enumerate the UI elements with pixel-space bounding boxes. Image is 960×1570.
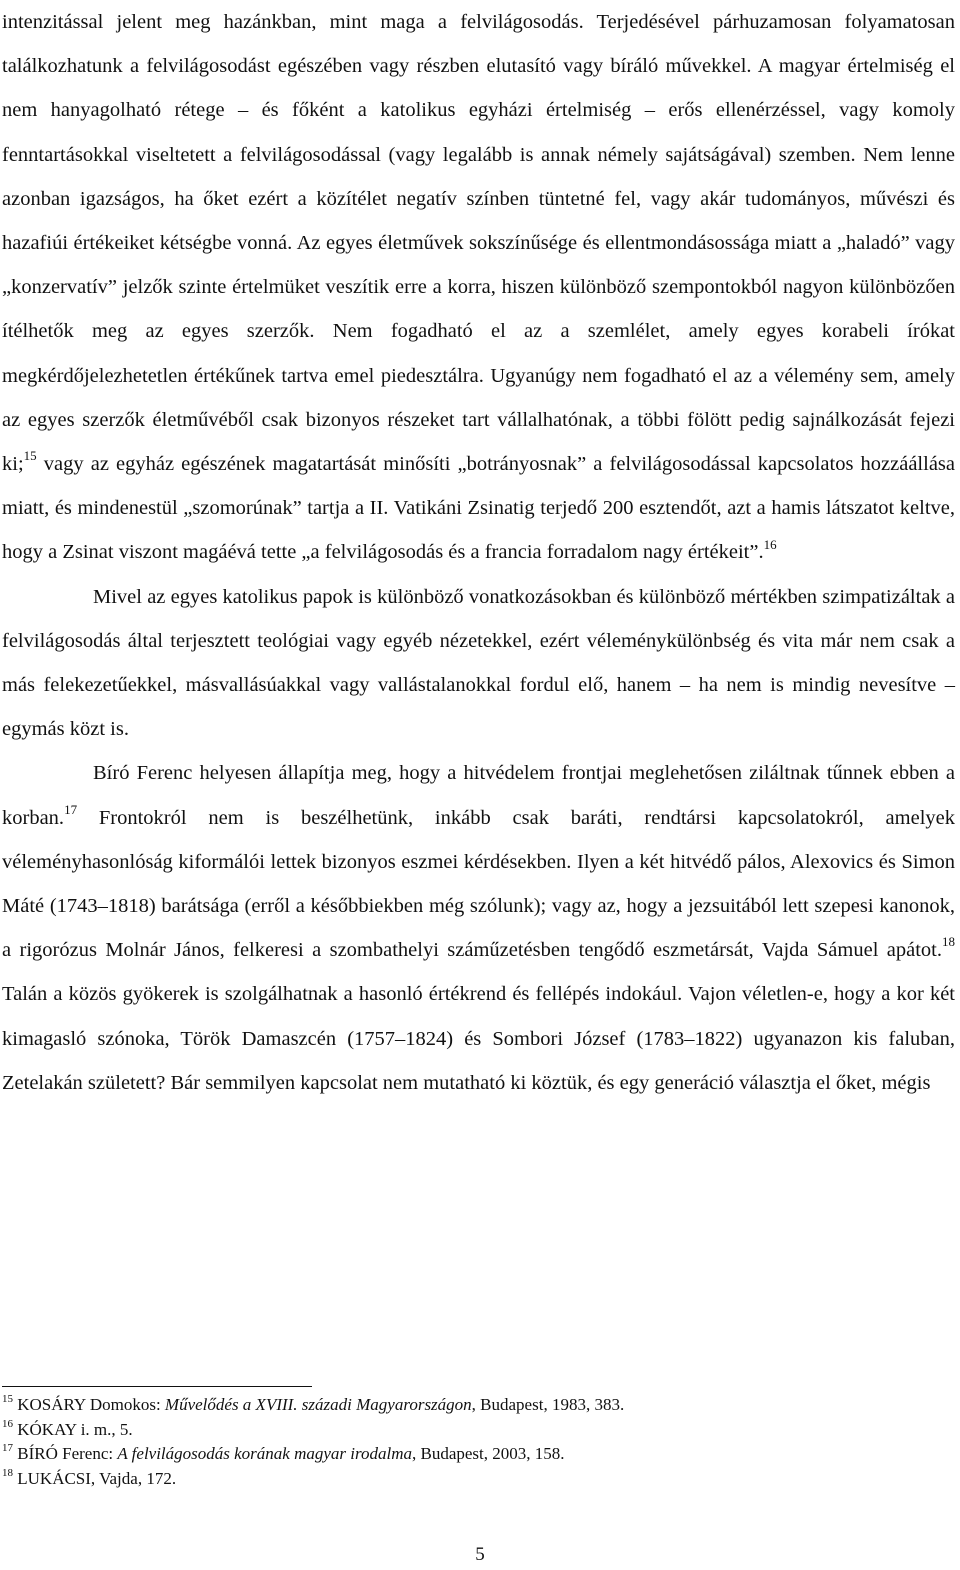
footnote-number: 15 <box>2 1393 13 1406</box>
footnote <box>2 1418 952 1443</box>
footnote-number: 18 <box>2 1466 13 1479</box>
footnote-text: , Budapest, 1983, 383. <box>471 1395 625 1414</box>
footnote <box>2 1393 952 1418</box>
footnote <box>2 1467 952 1492</box>
footnote-separator <box>2 1386 312 1387</box>
footnote-text: , Budapest, 2003, 158. <box>412 1444 565 1463</box>
footnote <box>2 1442 952 1467</box>
footnote-text: KOSÁRY Domokos: <box>13 1395 165 1414</box>
paragraph-text: Mivel az egyes katolikus papok is különböző vonatkozásokban és különböző mértékben szimpatizáltak a felvilágosodás által terjesztett teológiai vagy egyéb nézetekkel, ezért véleménykülönbség és vita már nem csak a más felekezetűekkel, másvallásúakkal vagy vallástalanokkal fordul elő, hanem – ha nem is mindig nevesítve – egymás közt is. <box>2 585 955 741</box>
footnote-number: 17 <box>2 1442 13 1455</box>
paragraph <box>2 0 955 575</box>
paragraph-text: vagy az egyház egészének magatartását minősíti „botrányosnak” a felvilágosodással kapcsolatos hozzáállása miatt, és mindenestül „szomorúnak” tartja a II. Vatikáni Zsinatig terjedő 200 esztendőt, azt a hamis látszatot keltve, hogy a Zsinat viszont magáévá tette „a felvilágosodás és a francia forradalom nagy értékeit”. <box>2 453 955 564</box>
footnote-number: 16 <box>2 1417 13 1430</box>
footnote-reference: 17 <box>64 801 78 817</box>
page-number: 5 <box>475 1544 485 1565</box>
footnote-text: BÍRÓ Ferenc: <box>13 1444 118 1463</box>
footnote-reference: 18 <box>942 934 955 950</box>
paragraph-text: intenzitással jelent meg hazánkban, mint maga a felvilágosodás. Terjedésével párhuzamosan folyamatosan találkozhatunk a felvilágosodást egészében vagy részben elutasító vagy bíráló művekkel. A magyar értelmiség el nem hanyagolható rétege – és főként a katolikus egyházi értelmiség – erős ellenérzéssel, vagy komoly fenntartásokkal viseltetett a felvilágosodással (vagy legalább is annak némely sajátságával) szemben. Nem lenne azonban igazságos, ha őket ezért a közítélet negatív színben tüntetné fel, vagy akár tudományos, művészi és hazafiúi értékeiket kétségbe vonná. Az egyes életművek sokszínűsége és ellentmondásossága miatt a „haladó” vagy „konzervatív” jelzők szinte értelmüket veszítik erre a korra, hiszen különböző szempontokból nagyon különbözően ítélhetők meg az egyes szerzők. Nem fogadható el az a szemlélet, amely egyes korabeli írókat megkérdőjelezhetetlen értékűnek tartva emel piedesztálra. Ugyanúgy nem fogadható el az a vélemény sem, amely az egyes szerzők életművéből csak bizonyos részeket tart vállalhatónak, a többi fölött pedig sajnálkozását fejezi ki; <box>2 11 955 476</box>
body-text <box>2 0 955 1105</box>
footnote-text: KÓKAY i. m., 5. <box>13 1419 133 1439</box>
footnote-title: Művelődés a XVIII. századi Magyarországon <box>164 1395 472 1414</box>
footnotes <box>2 1393 952 1491</box>
footnote-text: LUKÁCSI, Vajda, 172. <box>13 1468 177 1488</box>
footnote-reference: 16 <box>763 536 777 552</box>
paragraph-text: Frontokról nem is beszélhetünk, inkább csak baráti, rendtársi kapcsolatokról, amelyek véleményhasonlóság kiformálói lettek bizonyos eszmei kérdésekben. Ilyen a két hitvédő pálos, Alexovics és Simon Máté (1743–1818) barátsága (erről a későbbiekben még szólunk); vagy az, hogy a jezsuitából lett szepesi kanonok, a rigorózus Molnár János, felkeresi a szombathelyi száműzetésben tengődő eszmetársát, Vajda Sámuel apátot. <box>2 806 955 962</box>
paragraph-text: Bíró Ferenc helyesen állapítja meg, hogy a hitvédelem frontjai meglehetősen ziláltnak tűnnek ebben a korban. <box>2 762 955 829</box>
paragraph <box>2 575 955 752</box>
paragraph-text: Talán a közös gyökerek is szolgálhatnak a hasonló értékrend és fellépés indokául. Vajon véletlen-e, hogy a kor két kimagasló szónoka, Török Damaszcén (1757–1824) és Sombori József (1783–1822) ugyanazon kis faluban, Zetelakán született? Bár semmilyen kapcsolat nem mutatható ki köztük, és egy generáció választja el őket, mégis <box>2 983 955 1094</box>
footnote-title: A felvilágosodás korának magyar irodalma <box>117 1444 412 1463</box>
paragraph <box>2 751 955 1105</box>
footnote-reference: 15 <box>23 448 37 464</box>
